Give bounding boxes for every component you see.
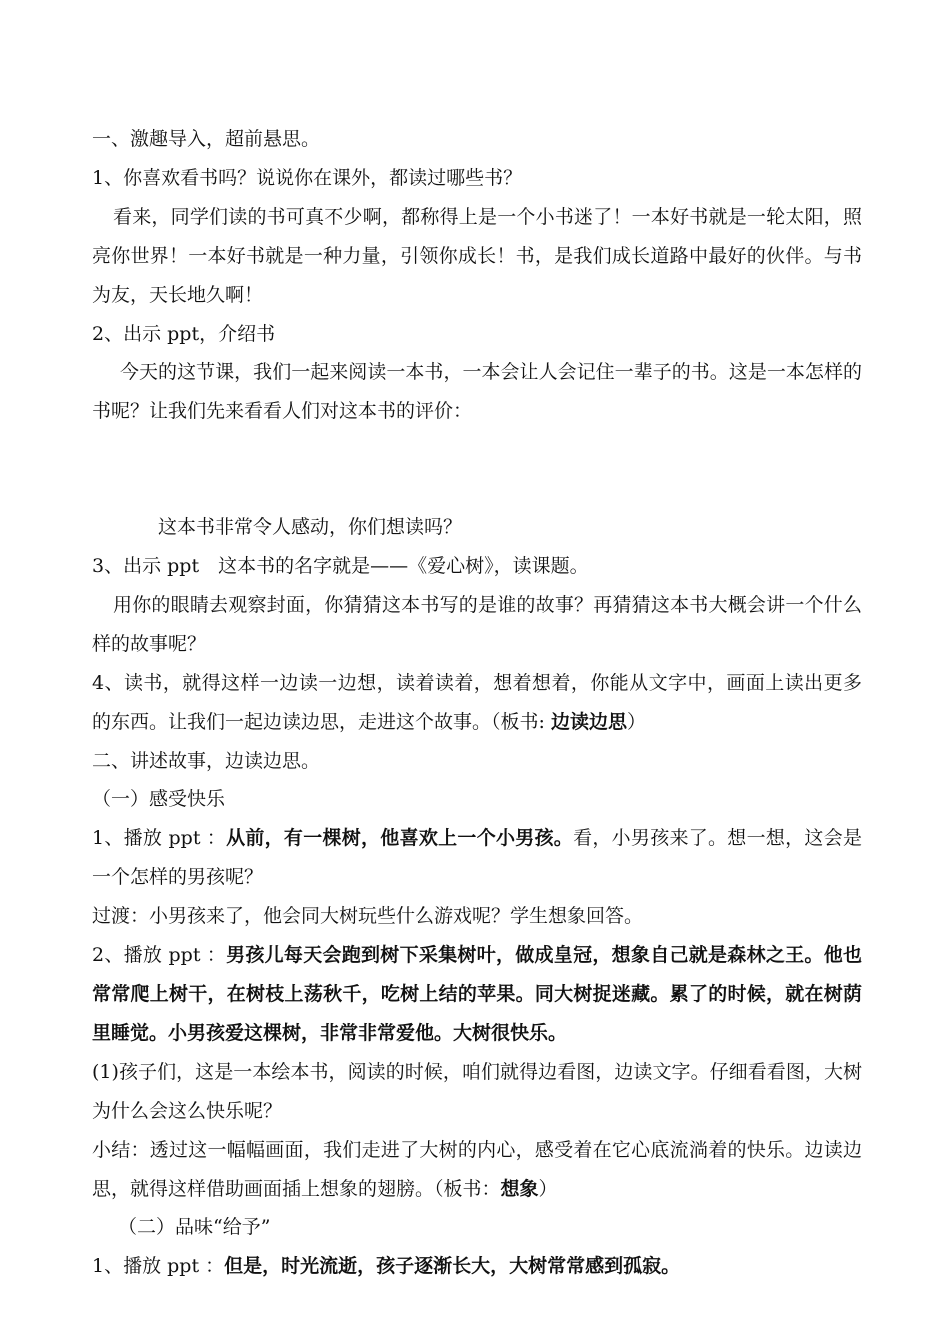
text-run: 看来，同学们读的书可真不少啊，都称得上是一个小书迷了！一本好书就是一轮太阳，照亮你世界！一本好书就是一种力量，引领你成长！书，是我们成长道路中最好的伙伴。与书为友，天长地久啊！ — [92, 205, 862, 306]
text-run: ） — [626, 710, 646, 733]
text-run: 二、讲述故事，边读边思。 — [92, 749, 321, 772]
para-1-1 — [92, 198, 862, 315]
subsection-2-2 — [92, 1208, 862, 1247]
item-1-4 — [92, 664, 862, 742]
text-run: 3、出示 ppt 这本书的名字就是——《爱心树》，读课题。 — [92, 555, 589, 578]
bold-text-run: 想象 — [500, 1177, 539, 1200]
text-run: ） — [538, 1177, 558, 1200]
text-run: 这本书非常令人感动，你们想读吗？ — [158, 516, 463, 539]
text-run: （一）感受快乐 — [92, 788, 226, 811]
bold-text-run: 但是，时光流逝，孩子逐渐长大，大树常常感到孤寂。 — [224, 1255, 681, 1278]
section-1-heading — [92, 120, 862, 159]
text-run: 1、播放 ppt ： — [92, 1255, 225, 1278]
text-run: 一、激趣导入，超前悬思。 — [92, 128, 321, 150]
text-run: 2、出示 ppt，介绍书 — [92, 322, 276, 345]
document-body — [92, 120, 862, 1286]
text-run: （二）品味“给予” — [118, 1216, 271, 1239]
text-run: (1)孩子们，这是一本绘本书，阅读的时候，咱们就得边看图，边读文字。仔细看看图，大树为什么会这么快乐呢？ — [92, 1060, 862, 1122]
text-run: 用你的眼睛去观察封面，你猜猜这本书写的是谁的故事？再猜猜这本书大概会讲一个什么样的故事呢？ — [92, 593, 862, 655]
para-1-4 — [92, 586, 862, 664]
bold-text-run: 边读边思 — [550, 710, 627, 733]
item-1-3 — [92, 547, 862, 586]
text-run: 小结：透过这一幅幅画面，我们走进了大树的内心，感受着在它心底流淌着的快乐。边读边思，就得这样借助画面插上想象的翅膀。（板书： — [92, 1138, 862, 1200]
summary-1 — [92, 1131, 862, 1209]
para-1-2 — [92, 353, 862, 431]
text-run: 4、读书，就得这样一边读一边想，读着读着，想着想着，你能从文字中，画面上读出更多的东西。让我们一起边读边思，走进这个故事。（板书: — [92, 671, 862, 733]
text-run: 过渡：小男孩来了，他会同大树玩些什么游戏呢？学生想象回答。 — [92, 905, 644, 928]
gap-1 — [92, 450, 862, 489]
item-2-1 — [92, 819, 862, 897]
item-1-2 — [92, 315, 862, 354]
text-run: 2、播放 ppt ： — [92, 944, 227, 967]
item-1-1 — [92, 159, 862, 198]
subsection-2-1 — [92, 780, 862, 819]
text-run: 1、你喜欢看书吗？说说你在课外，都读过哪些书？ — [92, 166, 523, 189]
text-run: 1、播放 ppt ： — [92, 827, 227, 850]
para-1-3 — [92, 508, 862, 547]
bold-text-run: 男孩儿每天会跑到树下采集树叶，做成皇冠，想象自己就是森林之王。他也常常爬上树干，在树枝上荡秋千，吃树上结的苹果。同大树捉迷藏。累了的时候，就在树荫里睡觉。小男孩爱这棵树，非常非常爱他。大树很快乐。 — [92, 944, 862, 1044]
section-2-heading — [92, 742, 862, 781]
item-2-3 — [92, 1247, 862, 1286]
item-2-2 — [92, 936, 862, 1053]
item-2-2-1 — [92, 1053, 862, 1131]
text-run: 看，小男孩来了。想一想，这会是一个怎样的男孩呢？ — [92, 827, 862, 889]
bold-text-run: 从前，有一棵树，他喜欢上一个小男孩。 — [226, 827, 574, 850]
transition-1 — [92, 897, 862, 936]
text-run: 今天的这节课，我们一起来阅读一本书，一本会让人会记住一辈子的书。这是一本怎样的书呢？让我们先来看看人们对这本书的评价： — [92, 361, 862, 423]
